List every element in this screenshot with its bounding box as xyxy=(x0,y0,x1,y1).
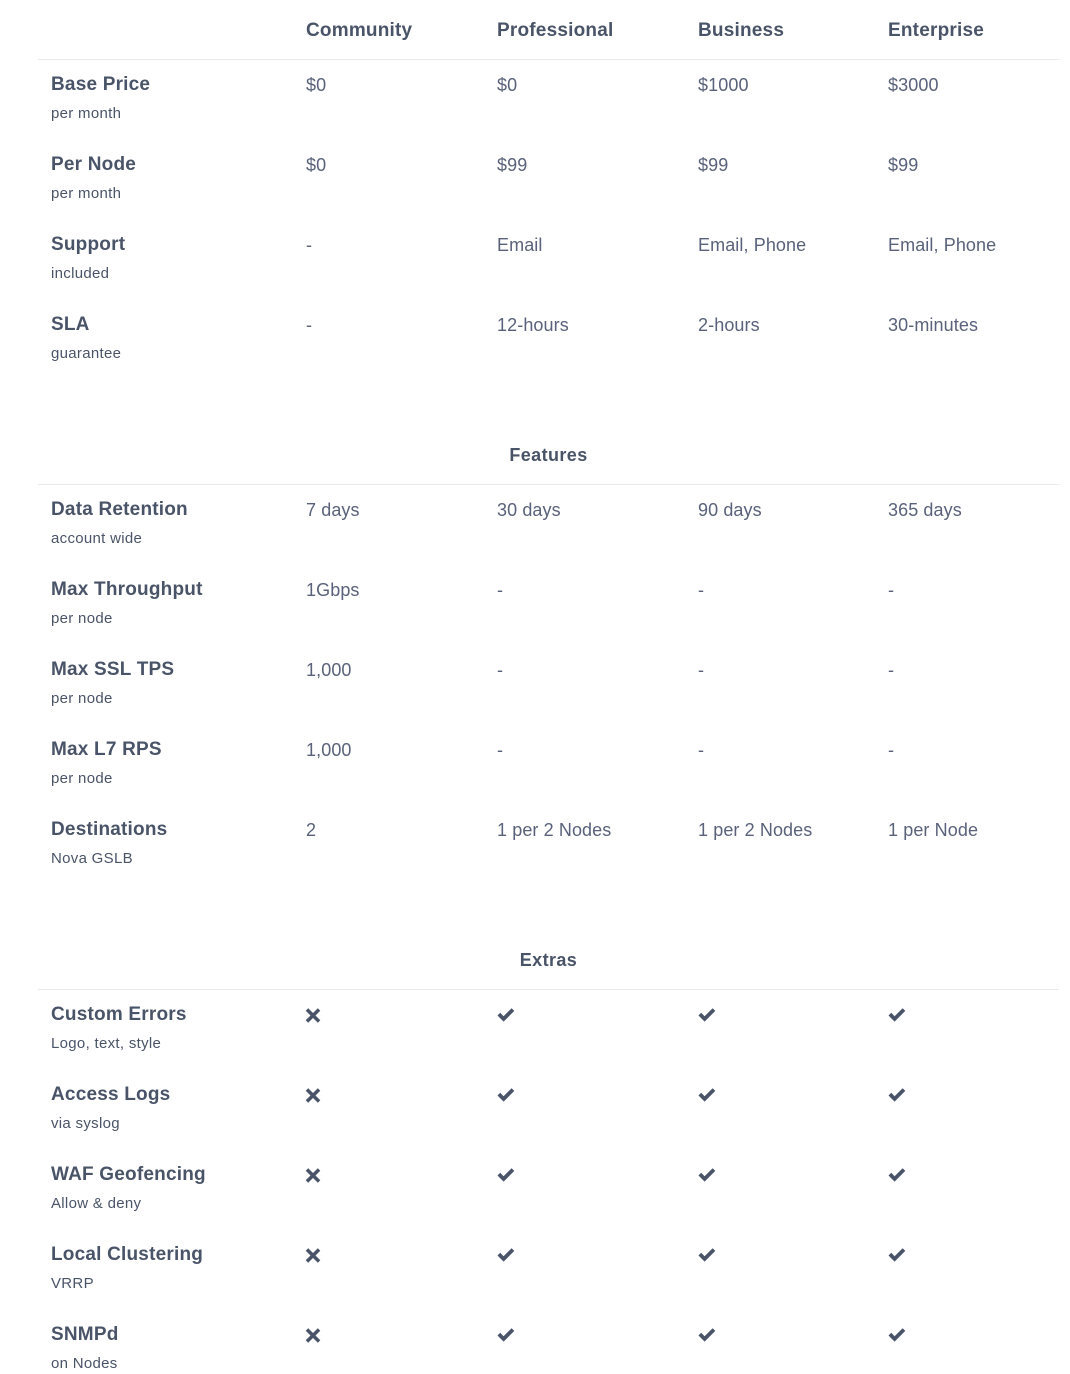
table-row xyxy=(38,645,1059,725)
row-sublabel: guarantee xyxy=(51,345,122,362)
row-sublabel: Allow & deny xyxy=(51,1195,142,1212)
times-icon xyxy=(304,1326,324,1344)
row-label: Custom Errors xyxy=(51,1004,187,1025)
check-icon xyxy=(697,1086,717,1104)
cell-value: 30 days xyxy=(497,500,561,520)
check-icon xyxy=(887,1086,907,1104)
cell-value: - xyxy=(306,235,313,255)
cell-value: - xyxy=(888,660,895,680)
row-label: Destinations xyxy=(51,819,168,840)
cell-value: Email xyxy=(497,235,543,255)
check-icon xyxy=(496,1246,516,1264)
cell-value: 1 per 2 Nodes xyxy=(698,820,813,840)
cell-value: $0 xyxy=(497,75,518,95)
cell-value: $1000 xyxy=(698,75,749,95)
cell-value: - xyxy=(888,740,895,760)
column-header-enterprise: Enterprise xyxy=(888,20,984,41)
row-sublabel: per node xyxy=(51,770,113,787)
check-icon xyxy=(697,1246,717,1264)
table-row xyxy=(38,1150,1059,1230)
table-row xyxy=(38,140,1059,220)
row-sublabel: per month xyxy=(51,185,122,202)
row-sublabel: Nova GSLB xyxy=(51,850,133,867)
table-header xyxy=(38,0,1059,60)
table-row xyxy=(38,60,1059,140)
cell-value: 1Gbps xyxy=(306,580,360,600)
cell-value: - xyxy=(888,580,895,600)
cell-value: - xyxy=(306,315,313,335)
row-sublabel: via syslog xyxy=(51,1115,120,1132)
row-sublabel: per node xyxy=(51,610,113,627)
table-row xyxy=(38,565,1059,645)
row-label: Max Throughput xyxy=(51,579,203,600)
times-icon xyxy=(304,1246,324,1264)
cell-value: 365 days xyxy=(888,500,962,520)
cell-value: - xyxy=(698,580,705,600)
table-row xyxy=(38,485,1059,565)
section-title: Features xyxy=(509,445,588,465)
row-label: Per Node xyxy=(51,154,137,175)
row-label: Base Price xyxy=(51,74,151,95)
table-row xyxy=(38,220,1059,300)
times-icon xyxy=(304,1006,324,1024)
row-label: Data Retention xyxy=(51,499,188,520)
row-sublabel: per month xyxy=(51,105,122,122)
cell-value: $99 xyxy=(698,155,729,175)
check-icon xyxy=(697,1166,717,1184)
cell-value: 90 days xyxy=(698,500,762,520)
cell-value: - xyxy=(698,660,705,680)
row-sublabel: per node xyxy=(51,690,113,707)
check-icon xyxy=(496,1326,516,1344)
row-sublabel: VRRP xyxy=(51,1275,94,1292)
column-header-community: Community xyxy=(306,20,413,41)
row-label: Access Logs xyxy=(51,1084,171,1105)
times-icon xyxy=(304,1166,324,1184)
row-label: Local Clustering xyxy=(51,1244,204,1265)
check-icon xyxy=(697,1006,717,1024)
table-row xyxy=(38,1070,1059,1150)
check-icon xyxy=(496,1006,516,1024)
cell-value: $99 xyxy=(497,155,528,175)
times-icon xyxy=(304,1086,324,1104)
cell-value: 7 days xyxy=(306,500,360,520)
cell-value: $3000 xyxy=(888,75,939,95)
check-icon xyxy=(887,1246,907,1264)
section-title: Extras xyxy=(519,950,578,970)
row-label: SLA xyxy=(51,314,90,335)
cell-value: 1,000 xyxy=(306,660,352,680)
cell-value: - xyxy=(497,580,504,600)
row-sublabel: account wide xyxy=(51,530,143,547)
check-icon xyxy=(496,1166,516,1184)
row-label: Max L7 RPS xyxy=(51,739,162,760)
cell-value: 1,000 xyxy=(306,740,352,760)
column-header-professional: Professional xyxy=(497,20,614,41)
table-row xyxy=(38,300,1059,380)
column-header-business: Business xyxy=(698,20,785,41)
row-label: Max SSL TPS xyxy=(51,659,175,680)
extras-rows xyxy=(38,990,1059,1374)
row-label: WAF Geofencing xyxy=(51,1164,206,1185)
cell-value: 2 xyxy=(306,820,317,840)
cell-value: - xyxy=(497,660,504,680)
cell-value: 1 per 2 Nodes xyxy=(497,820,612,840)
pricing-table xyxy=(38,0,1059,1374)
row-label: Support xyxy=(51,234,126,255)
table-row xyxy=(38,805,1059,885)
cell-value: Email, Phone xyxy=(698,235,807,255)
cell-value: - xyxy=(497,740,504,760)
cell-value: 2-hours xyxy=(698,315,760,335)
check-icon xyxy=(887,1166,907,1184)
row-label: SNMPd xyxy=(51,1324,119,1345)
cell-value: $0 xyxy=(306,155,327,175)
cell-value: $99 xyxy=(888,155,919,175)
table-row xyxy=(38,1230,1059,1310)
table-row xyxy=(38,1310,1059,1374)
section-features xyxy=(38,380,1059,485)
row-sublabel: included xyxy=(51,265,110,282)
row-sublabel: Logo, text, style xyxy=(51,1035,162,1052)
cell-value: - xyxy=(698,740,705,760)
table-row xyxy=(38,725,1059,805)
check-icon xyxy=(887,1326,907,1344)
cell-value: 12-hours xyxy=(497,315,569,335)
cell-value: 30-minutes xyxy=(888,315,979,335)
check-icon xyxy=(887,1006,907,1024)
cell-value: $0 xyxy=(306,75,327,95)
section-extras xyxy=(38,885,1059,990)
cell-value: 1 per Node xyxy=(888,820,979,840)
check-icon xyxy=(496,1086,516,1104)
table-row xyxy=(38,990,1059,1070)
check-icon xyxy=(697,1326,717,1344)
row-sublabel: on Nodes xyxy=(51,1355,118,1372)
cell-value: Email, Phone xyxy=(888,235,997,255)
